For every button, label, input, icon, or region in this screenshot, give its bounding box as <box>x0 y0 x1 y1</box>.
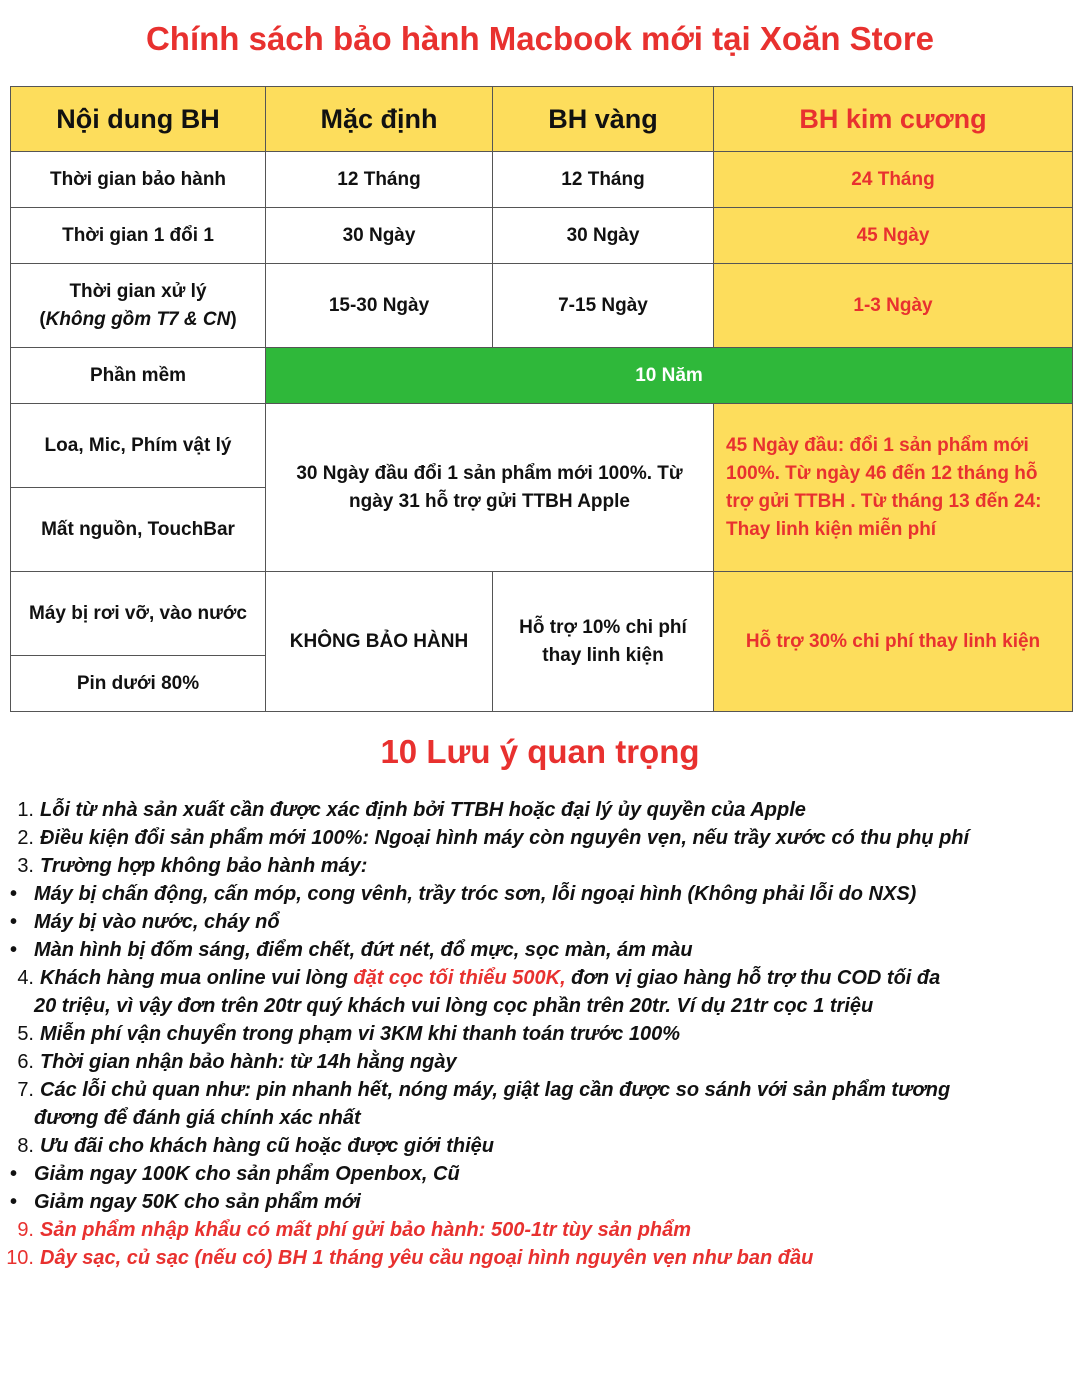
cell-default: 30 Ngày <box>266 208 493 264</box>
bullet-icon: • <box>10 939 18 961</box>
list-item: 3. Trường hợp không bảo hành máy: <box>17 855 368 877</box>
cell-diamond-merged: 45 Ngày đầu: đổi 1 sản phẩm mới 100%. Từ ngày 46 đến 12 tháng hỗ trợ gửi TTBH . Từ tháng 13 đến 24: Thay linh kiện miễn phí <box>714 404 1073 572</box>
list-item: 10. Dây sạc, củ sạc (nếu có) BH 1 tháng yêu cầu ngoại hình nguyên vẹn như ban đầu <box>6 1247 814 1269</box>
table-row <box>11 404 1073 488</box>
bullet-icon: • <box>10 911 18 933</box>
table-row <box>11 208 1073 264</box>
list-item-continuation: 20 triệu, vì vậy đơn trên 20tr quý khách vui lòng cọc phần trên 20tr. Ví dụ 21tr cọc 1 triệu <box>34 995 874 1017</box>
list-item: • Giảm ngay 50K cho sản phẩm mới <box>0 1188 1080 1216</box>
notes-list <box>0 796 1080 1272</box>
bullet-icon: • <box>10 883 18 905</box>
cell-diamond: 1-3 Ngày <box>714 264 1073 348</box>
bullet-icon: • <box>10 1163 18 1185</box>
table-row <box>11 264 1073 348</box>
row-label-power: Mất nguồn, TouchBar <box>11 488 266 572</box>
row-label-exchange-time: Thời gian 1 đổi 1 <box>11 208 266 264</box>
list-item: 6. Thời gian nhận bảo hành: từ 14h hằng ngày <box>17 1051 457 1073</box>
header-default: Mặc định <box>266 87 493 152</box>
header-gold: BH vàng <box>493 87 714 152</box>
cell-gold: 30 Ngày <box>493 208 714 264</box>
table-row <box>11 572 1073 656</box>
row-label-speaker: Loa, Mic, Phím vật lý <box>11 404 266 488</box>
list-item: 1. Lỗi từ nhà sản xuất cần được xác định bởi TTBH hoặc đại lý ủy quyền của Apple <box>17 799 806 821</box>
bullet-icon: • <box>10 1191 18 1213</box>
cell-gold: 7-15 Ngày <box>493 264 714 348</box>
software-value: 10 Năm <box>266 348 1073 404</box>
cell-gold-merged: Hỗ trợ 10% chi phí thay linh kiện <box>493 572 714 712</box>
page-title: Chính sách bảo hành Macbook mới tại Xoăn Store <box>145 20 935 57</box>
list-item: 9. Sản phẩm nhập khẩu có mất phí gửi bảo hành: 500-1tr tùy sản phẩm <box>17 1219 692 1241</box>
processing-note: Không gồm T7 & CN <box>45 308 231 330</box>
table-header-row <box>11 87 1073 152</box>
cell-default-merged: KHÔNG BẢO HÀNH <box>266 572 493 712</box>
processing-label: Thời gian xử lý <box>69 280 207 302</box>
deposit-highlight: đặt cọc tối thiểu 500K, <box>353 967 566 989</box>
paren-close: ) <box>230 308 237 330</box>
row-label-warranty-time: Thời gian bảo hành <box>11 152 266 208</box>
row-label-battery: Pin dưới 80% <box>11 656 266 712</box>
cell-diamond-merged: Hỗ trợ 30% chi phí thay linh kiện <box>714 572 1073 712</box>
header-content: Nội dung BH <box>11 87 266 152</box>
list-item: • Giảm ngay 100K cho sản phẩm Openbox, Cũ <box>0 1160 1080 1188</box>
list-item: • Máy bị chấn động, cấn móp, cong vênh, trầy tróc sơn, lỗi ngoại hình (Không phải lỗi do NXS) <box>0 880 1080 908</box>
list-item: 7. Các lỗi chủ quan như: pin nhanh hết, nóng máy, giật lag cần được so sánh với sản phẩm tương <box>17 1079 951 1101</box>
row-label-drop: Máy bị rơi vỡ, vào nước <box>11 572 266 656</box>
cell-default-gold-merged: 30 Ngày đầu đổi 1 sản phẩm mới 100%. Từ ngày 31 hỗ trợ gửi TTBH Apple <box>266 404 714 572</box>
list-item: • Máy bị vào nước, cháy nổ <box>0 908 1080 936</box>
notes-title: 10 Lưu ý quan trọng <box>380 733 700 770</box>
row-label-software: Phần mềm <box>11 348 266 404</box>
cell-diamond: 45 Ngày <box>714 208 1073 264</box>
list-item: • Màn hình bị đốm sáng, điểm chết, đứt nét, đổ mực, sọc màn, ám màu <box>0 936 1080 964</box>
list-item: 4. Khách hàng mua online vui lòng đặt cọc tối thiểu 500K, đơn vị giao hàng hỗ trợ thu COD tối đa <box>17 967 941 989</box>
cell-default: 15-30 Ngày <box>266 264 493 348</box>
list-item: 2. Điều kiện đổi sản phẩm mới 100%: Ngoại hình máy còn nguyên vẹn, nếu trầy xước có thu phụ phí <box>17 827 970 849</box>
cell-diamond: 24 Tháng <box>714 152 1073 208</box>
list-item: 8. Ưu đãi cho khách hàng cũ hoặc được giới thiệu <box>17 1135 495 1157</box>
list-item: 5. Miễn phí vận chuyển trong phạm vi 3KM khi thanh toán trước 100% <box>17 1023 681 1045</box>
table-row <box>11 348 1073 404</box>
row-label-processing-time <box>11 264 266 348</box>
list-item-continuation: đương để đánh giá chính xác nhất <box>34 1107 361 1129</box>
paren-open: ( <box>39 308 46 330</box>
warranty-table <box>10 86 1073 712</box>
header-diamond: BH kim cương <box>714 87 1073 152</box>
cell-gold: 12 Tháng <box>493 152 714 208</box>
table-row <box>11 152 1073 208</box>
cell-default: 12 Tháng <box>266 152 493 208</box>
